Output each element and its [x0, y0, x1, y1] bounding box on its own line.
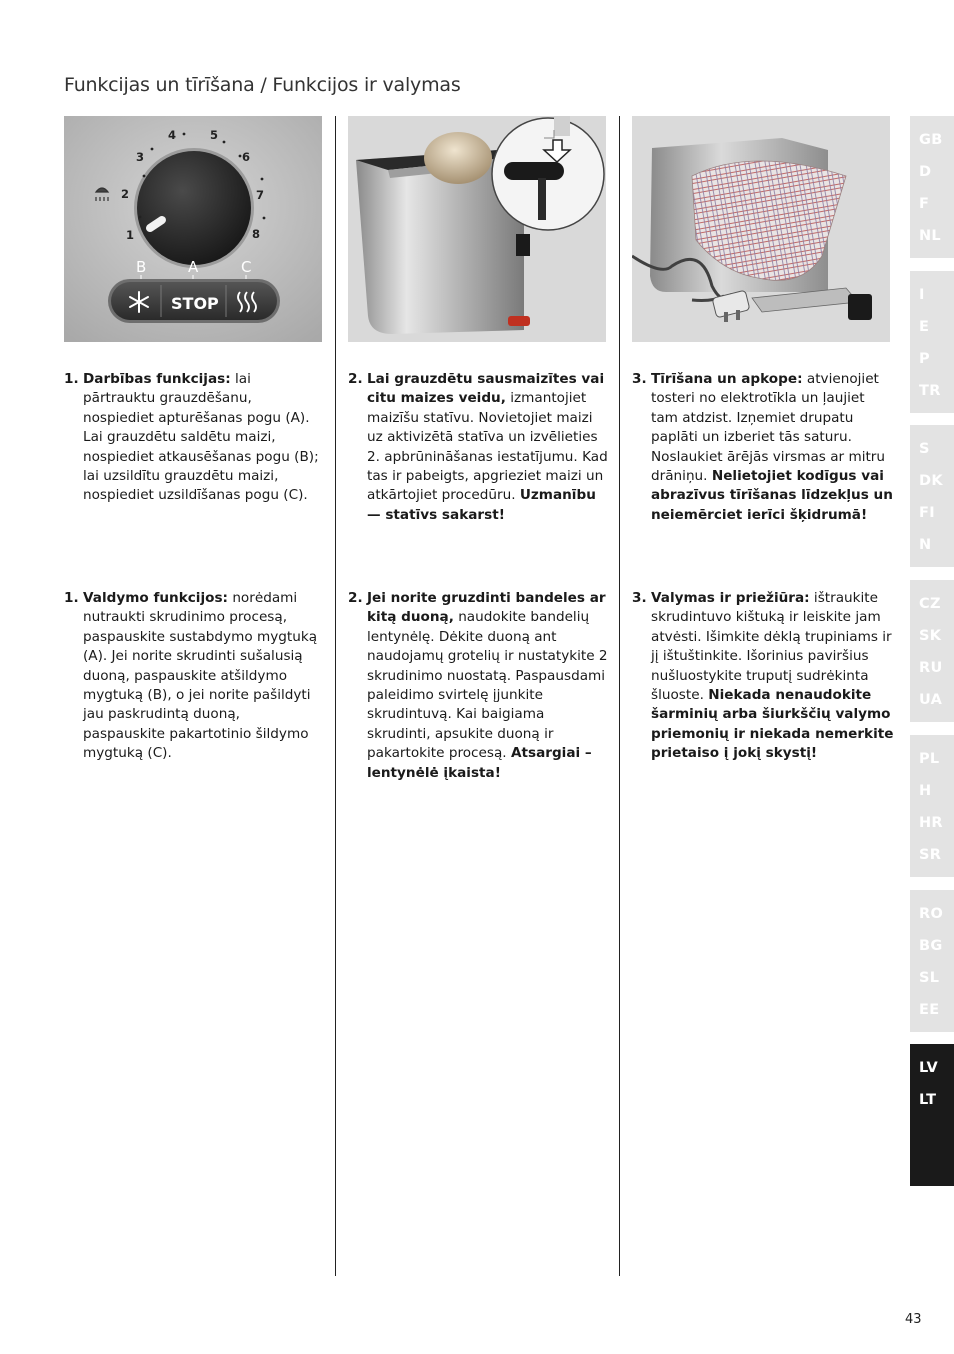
- item-text: lai pārtrauktu grauzdēšanu, nospiediet apturēšanas pogu (A). Lai grauzdētu saldētu maizi, nospiediet atkausēšanas pogu (B); lai uzsildītu grauzdētu maizi, nospiediet uzsildīšanas pogu (C).: [83, 371, 319, 504]
- item-warning: Uzmanību — statīvs sakarst!: [367, 487, 596, 523]
- item-heading: Jei norite gruzdinti bandeles ar kitą duoną,: [367, 590, 606, 626]
- tab-group-cz[interactable]: [910, 580, 954, 722]
- tab-label: UA: [919, 692, 943, 708]
- item-warning: Atsargiai – lentynėlė įkaista!: [367, 745, 592, 781]
- tab-label: N: [919, 537, 932, 553]
- tab-label: I: [919, 287, 925, 303]
- dial-number: 2: [121, 187, 130, 201]
- item-number: 2.: [348, 371, 363, 387]
- label-a: A: [188, 258, 199, 276]
- item-warning: Niekada nenaudokite šarminių arba šiurkščių valymo priemonių ir niekada nemerkite prietaiso į jokį skystį!: [651, 687, 894, 762]
- tab-group-s[interactable]: [910, 425, 954, 567]
- page-title: Funkcijas un tīrīšana / Funkcijos ir valymas: [64, 74, 461, 96]
- dial-number: 5: [210, 128, 219, 142]
- tab-label: S: [919, 441, 930, 457]
- instruction-lv-3: [632, 370, 894, 525]
- tab-label: NL: [919, 228, 941, 244]
- tab-label: SK: [919, 628, 942, 644]
- tab-label: PL: [919, 751, 940, 767]
- tab-label: E: [919, 319, 930, 335]
- item-text: atvienojiet tosteri no elektrotīkla un ļaujiet tam atdzist. Izņemiet drupatu paplāti un izberiet tās saturu. Noslaukiet ārējās virsmas ar mitru drāniņu.: [651, 371, 886, 485]
- column-divider: [335, 116, 336, 1276]
- tab-label: CZ: [919, 596, 941, 612]
- item-text: ištraukite skrudintuvo kištuką ir leiskite jam atvėsti. Išimkite dėklą trupiniams ir jį ištuštinkite. Išorinius paviršius nušluostykite truputį sudrėkinta šluoste.: [651, 590, 892, 704]
- tab-label: LT: [919, 1092, 937, 1108]
- label-c: C: [241, 258, 252, 276]
- item-heading: Valymas ir priežiūra:: [651, 590, 810, 606]
- tab-label: EE: [919, 1002, 940, 1018]
- dial-number: 1: [126, 228, 135, 242]
- tab-group-pl[interactable]: [910, 735, 954, 877]
- tab-group-ro[interactable]: [910, 890, 954, 1032]
- instruction-lt-1: [64, 589, 324, 764]
- tab-group-i[interactable]: [910, 271, 954, 413]
- tab-label: HR: [919, 815, 943, 831]
- dial-number: 4: [168, 128, 177, 142]
- item-number: 1.: [64, 371, 79, 387]
- item-number: 2.: [348, 590, 363, 606]
- tab-group-gb[interactable]: [910, 116, 954, 258]
- item-warning: Nelietojiet kodīgus vai abrazīvus tīrīšanas līdzekļus un neiemērciet ierīci šķidrumā!: [651, 468, 893, 523]
- item-number: 3.: [632, 590, 647, 606]
- item-number: 3.: [632, 371, 647, 387]
- column-divider: [619, 116, 620, 1276]
- tab-label: GB: [919, 132, 943, 148]
- tab-label: FI: [919, 505, 935, 521]
- tab-label: P: [919, 351, 930, 367]
- tab-label: H: [919, 783, 932, 799]
- label-b: B: [136, 258, 147, 276]
- instruction-lv-2: [348, 370, 610, 525]
- item-number: 1.: [64, 590, 79, 606]
- tab-label: LV: [919, 1060, 939, 1076]
- stop-button[interactable]: STOP: [171, 294, 219, 313]
- item-heading: Valdymo funkcijos:: [83, 590, 228, 606]
- page-number: 43: [905, 1312, 922, 1327]
- dial-number: 3: [136, 150, 145, 164]
- dial-number: 6: [242, 150, 251, 164]
- control-panel-figure: [64, 116, 322, 342]
- item-text: izmantojiet maizīšu statīvu. Novietojiet maizi uz aktivizētā statīva un izvēlieties 2. apbrūnināšanas iestatījumu. Kad tas ir pabeigts, apgrieziet maizi un atkārtojiet procedūru.: [367, 390, 608, 504]
- dial-number: 8: [252, 227, 261, 241]
- tab-label: BG: [919, 938, 943, 954]
- cleaning-figure: [632, 116, 890, 342]
- tab-group-lv[interactable]: [910, 1044, 954, 1186]
- tab-label: RU: [919, 660, 943, 676]
- item-heading: Darbības funkcijas:: [83, 371, 231, 387]
- tab-label: SR: [919, 847, 942, 863]
- tab-label: SL: [919, 970, 940, 986]
- instruction-lv-1: [64, 370, 324, 506]
- tab-label: TR: [919, 383, 941, 399]
- item-text: naudokite bandelių lentynėlę. Dėkite duoną ant naudojamų grotelių ir nustatykite 2 skrudinimo nuostatą. Paspausdami paleidimo svirtelę įjunkite skrudintuvą. Kai baigiama skrudinti, apsukite duoną ir pakartokite procesą.: [367, 609, 608, 762]
- item-text: norėdami nutraukti skrudinimo procesą, paspauskite sustabdymo mygtuką (A). Jei norite skrudinti sušalusią duoną, paspauskite atšildymo mygtuką (B), o jei norite pašildyti jau paskrudintą duoną, paspauskite pakartotinio šildymo mygtuką (C).: [83, 590, 318, 762]
- bun-rack-figure: [348, 116, 606, 342]
- item-heading: Lai grauzdētu sausmaizītes vai citu maizes veidu,: [367, 371, 605, 407]
- dial-number: 7: [256, 188, 265, 202]
- instruction-lt-2: [348, 589, 610, 783]
- tab-label: F: [919, 196, 930, 212]
- tab-label: D: [919, 164, 932, 180]
- tab-label: DK: [919, 473, 943, 489]
- instruction-lt-3: [632, 589, 894, 764]
- tab-label: RO: [919, 906, 944, 922]
- item-heading: Tīrīšana un apkope:: [651, 371, 803, 387]
